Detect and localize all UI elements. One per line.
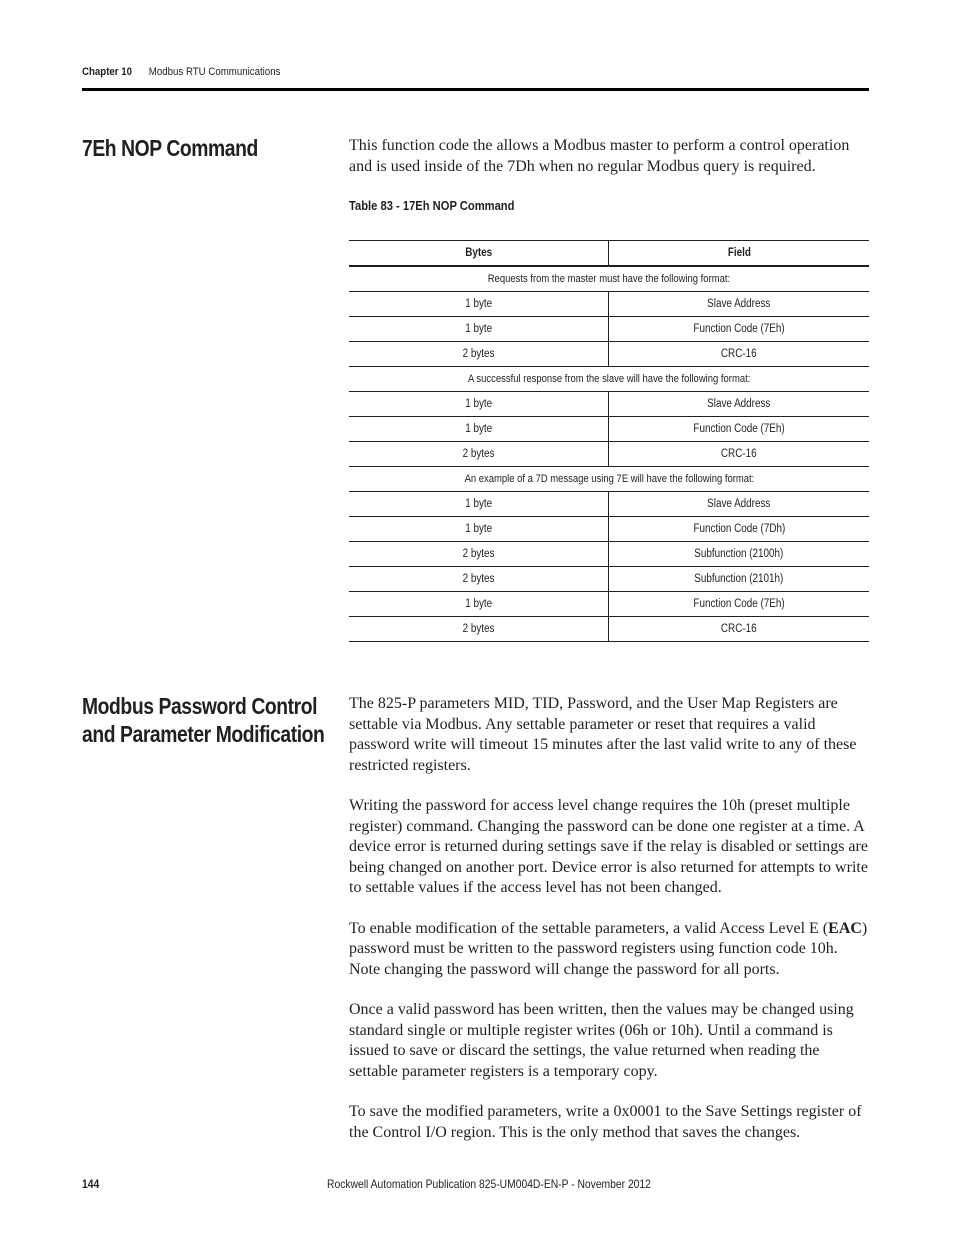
table-caption: Table 83 - 17Eh NOP Command (349, 198, 515, 213)
table-row (349, 292, 869, 317)
heading-line-2: and Parameter Modification (82, 721, 325, 747)
table-row (349, 617, 869, 642)
field-cell: Function Code (7Dh) (609, 517, 870, 542)
publication-info: Rockwell Automation Publication 825-UM004D-EN-P - November 2012 (327, 1177, 651, 1191)
field-cell: Slave Address (609, 292, 870, 317)
table-header-row (349, 241, 869, 267)
table-row (349, 517, 869, 542)
password-section-body (349, 694, 869, 1163)
field-cell: Slave Address (609, 492, 870, 517)
chapter-title: Modbus RTU Communications (148, 66, 281, 78)
section-heading-nop: 7Eh NOP Command (82, 135, 258, 161)
table-row (349, 542, 869, 567)
eac-term: EAC (828, 919, 862, 937)
header-rule (82, 88, 869, 91)
bytes-cell: 2 bytes (349, 542, 609, 567)
bytes-cell: 1 byte (349, 592, 609, 617)
chapter-label: Chapter 10 (82, 66, 133, 78)
field-cell: Function Code (7Eh) (609, 417, 870, 442)
table-row (349, 592, 869, 617)
table-group-row: An example of a 7D message using 7E will have the following format: (349, 467, 869, 492)
paragraph-3: To enable modification of the settable parameters, a valid Access Level E (EAC) password must be written to the password registers using function code 10h. Note changing the password will change the password for all ports. (349, 919, 868, 978)
paragraph-2: Writing the password for access level change requires the 10h (preset multiple register) command. Changing the password can be done one register at a time. A device error is returned during settings save if the relay is disabled or settings are being changed on another port. Device error is also returned for attempts to write to settable values if the access level has not been changed. (349, 797, 868, 896)
field-cell: CRC-16 (609, 342, 870, 367)
bytes-cell: 2 bytes (349, 617, 609, 642)
table-group-row: Requests from the master must have the following format: (349, 266, 869, 292)
paragraph-5: To save the modified parameters, write a 0x0001 to the Save Settings register of the Control I/O region. This is the only method that saves the changes. (349, 1103, 862, 1141)
field-cell: CRC-16 (609, 442, 870, 467)
field-cell: CRC-16 (609, 617, 870, 642)
bytes-cell: 2 bytes (349, 442, 609, 467)
table-row (349, 442, 869, 467)
heading-line-1: Modbus Password Control (82, 693, 318, 719)
table-row (349, 567, 869, 592)
bytes-cell: 1 byte (349, 417, 609, 442)
nop-command-table (349, 240, 869, 642)
field-cell: Slave Address (609, 392, 870, 417)
bytes-cell: 1 byte (349, 317, 609, 342)
page-number: 144 (82, 1177, 100, 1191)
table-group-row: A successful response from the slave will have the following format: (349, 367, 869, 392)
section-heading-password (82, 692, 324, 748)
paragraph-1: The 825-P parameters MID, TID, Password, and the User Map Registers are settable via Modbus. Any settable parameter or reset that requires a valid password write will timeout 15 minutes after the last valid write to any of these restricted registers. (349, 695, 857, 774)
column-header-field: Field (609, 241, 870, 267)
bytes-cell: 1 byte (349, 492, 609, 517)
table-row (349, 317, 869, 342)
field-cell: Function Code (7Eh) (609, 592, 870, 617)
field-cell: Subfunction (2100h) (609, 542, 870, 567)
paragraph-4: Once a valid password has been written, then the values may be changed using standard single or multiple register writes (06h or 10h). Until a command is issued to save or discard the settings, the value returned when reading the settable parameter registers is a temporary copy. (349, 1001, 854, 1080)
field-cell: Function Code (7Eh) (609, 317, 870, 342)
intro-paragraph (349, 136, 869, 177)
table-row (349, 392, 869, 417)
bytes-cell: 2 bytes (349, 342, 609, 367)
table-row (349, 342, 869, 367)
table-row (349, 492, 869, 517)
bytes-cell: 1 byte (349, 517, 609, 542)
intro-text: This function code the allows a Modbus master to perform a control operation and is used inside of the 7Dh when no regular Modbus query is required. (349, 137, 850, 175)
bytes-cell: 1 byte (349, 292, 609, 317)
bytes-cell: 2 bytes (349, 567, 609, 592)
column-header-bytes: Bytes (349, 241, 609, 267)
bytes-cell: 1 byte (349, 392, 609, 417)
table-row (349, 417, 869, 442)
field-cell: Subfunction (2101h) (609, 567, 870, 592)
running-header (82, 66, 280, 78)
